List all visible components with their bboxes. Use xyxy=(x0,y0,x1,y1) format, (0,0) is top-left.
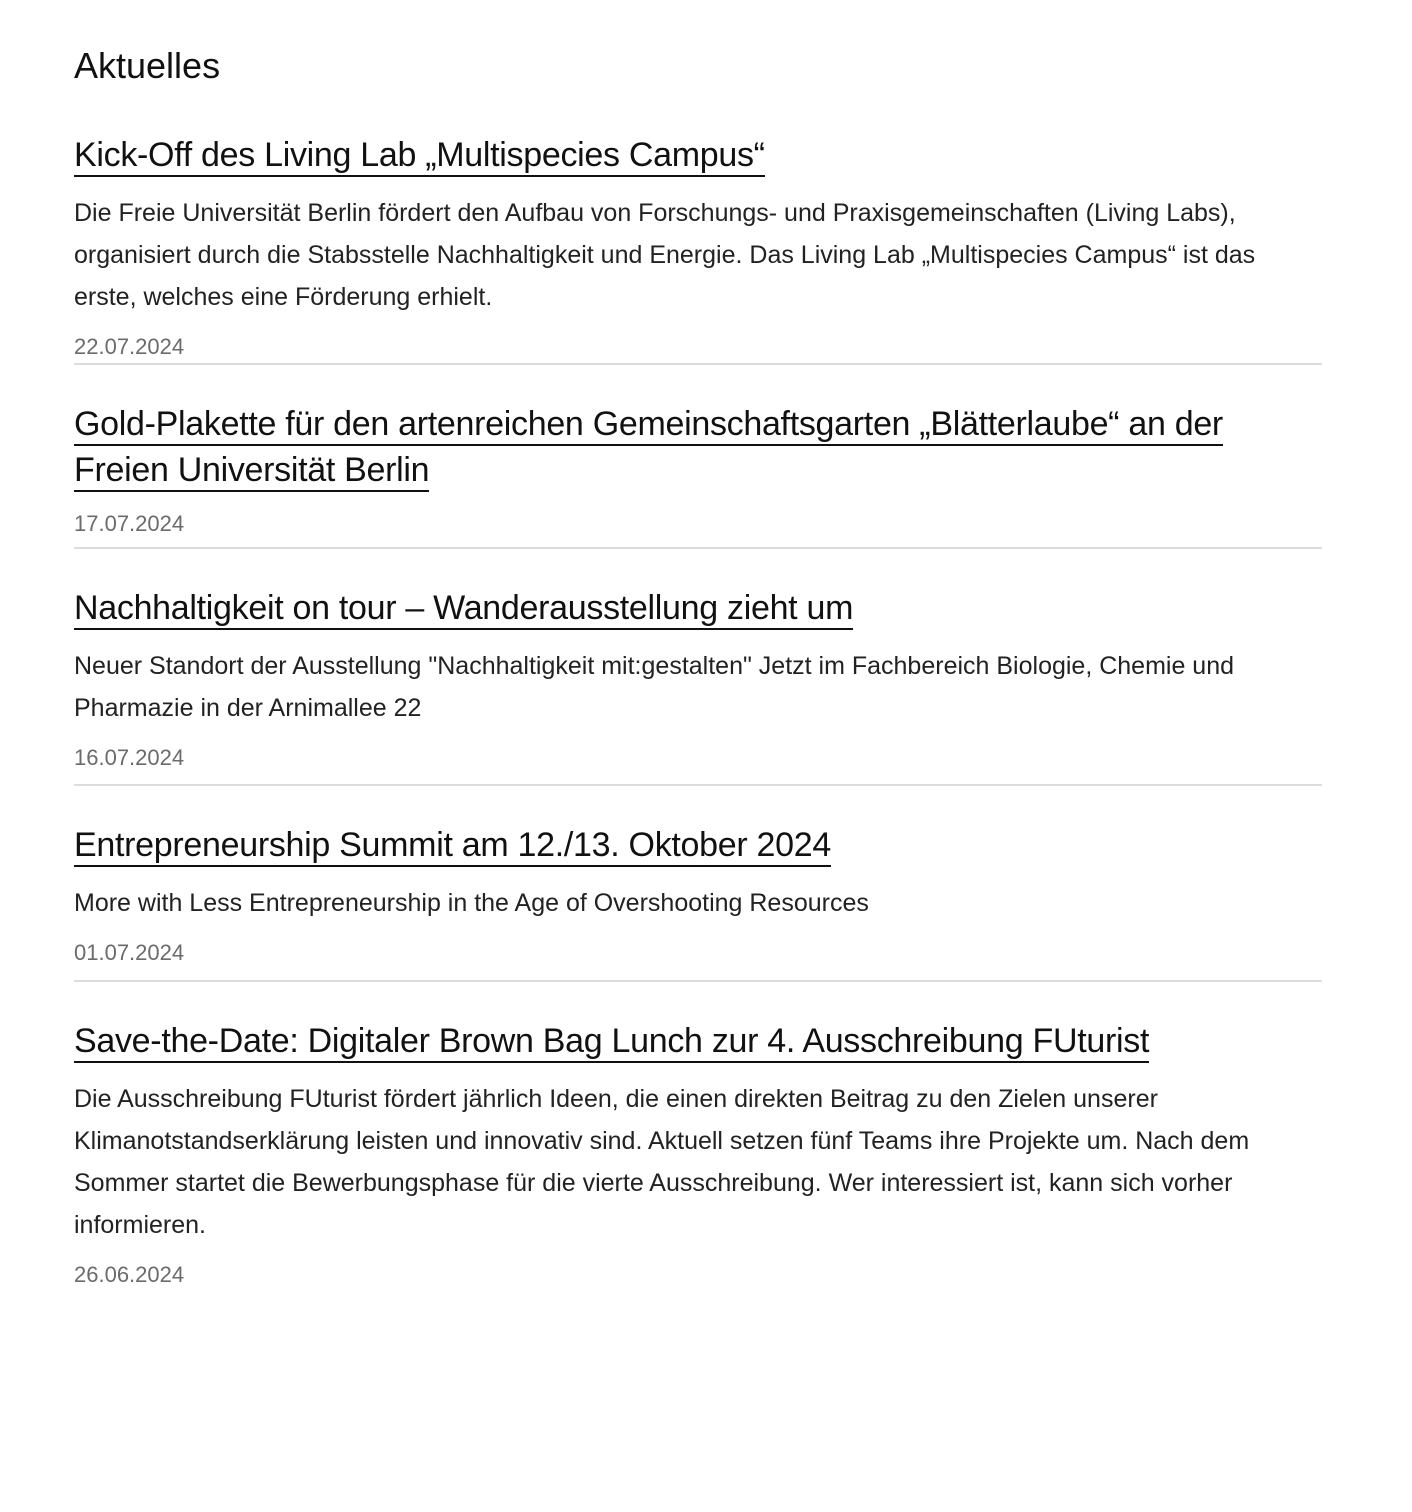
news-date: 01.07.2024 xyxy=(74,940,185,965)
news-item xyxy=(74,365,1322,549)
news-teaser: Die Freie Universität Berlin fördert den Aufbau von Forschungs- und Praxisgemeinschaften (Living Labs), organisiert durch die Stabsstelle Nachhaltigkeit und Energie. Das Living Lab „Multispecies Campus“ ist das erste, welches eine Förderung erhielt. xyxy=(74,199,1256,311)
news-title xyxy=(74,822,1322,868)
news-title xyxy=(74,132,1322,178)
news-title-link[interactable]: Kick-Off des Living Lab „Multispecies Campus“ xyxy=(74,136,765,177)
news-date: 26.06.2024 xyxy=(74,1262,185,1287)
news-date: 16.07.2024 xyxy=(74,745,185,770)
news-title-link[interactable]: Entrepreneurship Summit am 12./13. Oktober 2024 xyxy=(74,826,831,867)
news-date: 22.07.2024 xyxy=(74,334,185,359)
news-teaser: More with Less Entrepreneurship in the Age of Overshooting Resources xyxy=(74,889,869,917)
section-title: Aktuelles xyxy=(74,45,221,86)
news-title-link[interactable]: Save-the-Date: Digitaler Brown Bag Lunch zur 4. Ausschreibung FUturist xyxy=(74,1022,1149,1063)
news-title xyxy=(74,401,1322,493)
news-item xyxy=(74,132,1322,365)
news-title-link[interactable]: Gold-Plakette für den artenreichen Gemeinschaftsgarten „Blätterlaube“ an der Freien Universität Berlin xyxy=(74,405,1223,492)
news-item xyxy=(74,982,1322,1290)
news-title xyxy=(74,585,1322,631)
news-list xyxy=(74,132,1322,1290)
news-teaser: Die Ausschreibung FUturist fördert jährlich Ideen, die einen direkten Beitrag zu den Zielen unserer Klimanotstandserklärung leisten und innovativ sind. Aktuell setzen fünf Teams ihre Projekte um. Nach dem Sommer startet die Bewerbungsphase für die vierte Ausschreibung. Wer interessiert ist, kann sich vorher informieren. xyxy=(74,1085,1250,1239)
news-date: 17.07.2024 xyxy=(74,511,185,536)
news-item xyxy=(74,549,1322,786)
news-title xyxy=(74,1018,1322,1064)
news-teaser: Neuer Standort der Ausstellung "Nachhaltigkeit mit:gestalten" Jetzt im Fachbereich Biologie, Chemie und Pharmazie in der Arnimallee 22 xyxy=(74,652,1235,722)
news-item xyxy=(74,786,1322,982)
news-title-link[interactable]: Nachhaltigkeit on tour – Wanderausstellung zieht um xyxy=(74,589,853,630)
